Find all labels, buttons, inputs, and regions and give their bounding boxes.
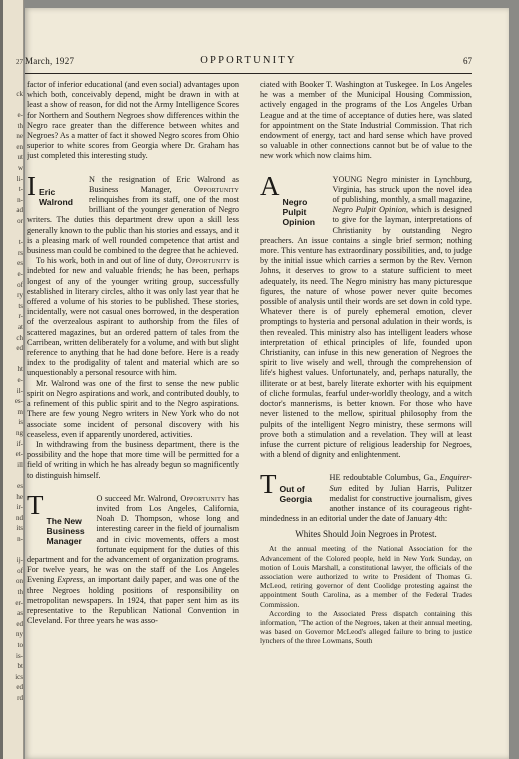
previous-page-fragment: e- xyxy=(17,376,23,384)
previous-page-fragment: ill xyxy=(17,460,23,469)
quote-title: Whites Should Join Negroes in Protest. xyxy=(295,529,437,540)
previous-page-fragment: ics xyxy=(15,672,23,681)
previous-page-fragment: ir- xyxy=(16,503,23,512)
previous-page-fragment: w xyxy=(17,164,23,172)
previous-page-fragment: its xyxy=(16,524,23,533)
section-heading: Eric Walrond xyxy=(39,186,74,207)
previous-page-fragment: is xyxy=(18,418,23,427)
previous-page-fragment: ne xyxy=(16,132,23,141)
georgia-paragraph: T Out of Georgia HE redoubtable Columbus, Ga., Enquirer-Sun edited by Julian Harris, Pulitzer medalist for constructive journalism, gives another instance of its courageous right-mindedness in an editorial under the date of January 4th: xyxy=(260,469,472,524)
section-heading: The New Business Manager xyxy=(46,515,85,546)
walrond-paragraph-2: To his work, both in and out of line of duty, Opportunity is indebted for new and valuable friends; he has been, perhaps longest of any of the younger writing group, successfully established in literary circles, altho it was only last year that he offered a volume of his stories to be published. These stories, incidentally, were not casual ones borrowed, in the desperation of the overzealous aspirant to authorship from the files of scattered magazines, but an ordered pattern of tales from the Carribean, written deliberately for a volume, and with but slight reference to anything that he had done before. Here is a ready index to the prodigality of talent and material which are so unquestionably a personal resource with him. xyxy=(27,256,239,378)
previous-page-fragment: ed xyxy=(16,619,23,628)
previous-page-fragment: to xyxy=(17,641,23,649)
previous-page-fragment: bt xyxy=(17,662,23,671)
previous-page-fragment: ng xyxy=(16,429,23,437)
previous-page-fragment: t- xyxy=(18,238,23,247)
previous-page-fragment: or xyxy=(17,217,23,225)
previous-page-fragment: er- xyxy=(15,598,23,607)
section-heading: Out of Georgia xyxy=(279,484,312,505)
previous-page-fragment: n- xyxy=(17,195,23,204)
previous-page-fragment: ut xyxy=(17,153,23,162)
previous-page-fragment: nd xyxy=(16,513,23,522)
walrond-paragraph-1: I Eric Walrond N the resignation of Eric Walrond as Business Manager, Opportunity relinquishes from its staff, one of the most brilliant of the younger generation of Negro writers. The duties this department drew upon a skill less generally known to the public than his stories and essays, and it is a pleasing mark of well rounded competence that artist and business man could be combined to the degree that he achieved. xyxy=(27,170,239,256)
previous-page-fragment: ed xyxy=(16,344,23,353)
previous-page-fragment: ch xyxy=(16,333,23,342)
quote-paragraph-2: According to the Associated Press dispatch containing this information, "The action of the Negroes, taken at their annual meeting, was based on Governor McLeod's alleged failure to bring to justice lynchers of the three Lowmans, South xyxy=(260,608,472,646)
previous-page-fragment: ed xyxy=(16,683,23,692)
previous-page-fragment: e- xyxy=(17,111,23,119)
previous-page-fragment: rs xyxy=(17,248,23,257)
previous-page-fragment: r- xyxy=(18,312,23,321)
drop-cap: T xyxy=(27,489,44,520)
running-header xyxy=(25,56,472,70)
left-column xyxy=(27,80,239,756)
previous-page-fragment: ts xyxy=(18,301,23,310)
previous-page-fragment: et- xyxy=(15,450,23,459)
previous-page-fragment: as xyxy=(17,609,23,618)
previous-page-fragment: es- xyxy=(14,397,23,406)
walrond-paragraph-3: Mr. Walrond was one of the first to sense the new public spirit on Negro aspirations and work, and contributed doubly, to a refinement of this public spirit and to the Negro aspirations. There are few young Negro writers in New York who do not associate some incident of personal discovery with his ceaseless, even if apparently unordered, activities. xyxy=(27,378,239,439)
issue-date: March, 1927 xyxy=(25,56,75,66)
drop-cap: I xyxy=(27,170,36,201)
right-column xyxy=(260,80,472,756)
previous-page-fragment: of xyxy=(17,566,23,575)
business-manager-section xyxy=(27,489,239,627)
drop-cap: A xyxy=(260,170,280,201)
previous-page-fragment: t- xyxy=(18,185,23,194)
previous-page-fragment: ij- xyxy=(16,556,23,565)
page-number: 67 xyxy=(463,56,472,66)
walrond-section xyxy=(27,170,239,481)
header-rule xyxy=(25,73,472,74)
previous-page-fragment: 27 xyxy=(16,58,23,66)
previous-page-fragment: at xyxy=(17,323,23,331)
previous-page-fragment: rd xyxy=(17,694,23,702)
previous-page-fragment: is- xyxy=(16,651,23,660)
pulpit-paragraph: A Negro Pulpit Opinion YOUNG Negro minister in Lynchburg, Virginia, has struck upon the novel idea of publishing, monthly, a small magazine, Negro Pulpit Opinion, which is designed to give for the layman, interpretations of Christianity by outstanding Negro preachers. An issue contains a single brief sermon; nothing more. This venture has extraordinary possibilities, and, to judge by the initial issue which carries a sermon by the Rev. Vernon Johns, it deserves to grow to a stature sufficient to meet adequately, its need. The Negro ministry has many picturesque figures, the nature of whose power never quite becomes possible of analysis until their words are set down in cold type. Whatever there is of purely ephemeral emotion, clever promptings to hysteria and personal adulation in their words, is then revealed. This ministry also has intelligent leaders whose interpretation of ethical principles of life, founded upon Christianity, can infuse in this new generation of Negroes the spirit to live wisely and well, through the comprehension of life's highest values. Unfortunately, and, perhaps naturally, the illiterate or at best, barely literate exhorter with his equipment of cliche formulas, fearful under-worldly theology, and a witch doctor's mannerisms, is better known. For those who have never listened to the mellow, spiritual philosophy from the pulpits of the intelligent Negro ministry, these sermons will prove both a stimulation and a revelation. They will at least infuse the current picture of religious leadership for Negroes, with a blend of dignity and enlightenment. xyxy=(260,170,472,460)
previous-page-edge xyxy=(3,0,24,759)
manager-paragraph: T The New Business Manager O succeed Mr. Walrond, Opportunity has invited from Los Angeles, California, Noah D. Thompson, whose long and interesting career in the field of journalism and in civic movements, offers a most fortunate equipment for the duties of this department and for the advancement of organization programs. For twelve years, he was on the staff of the Los Angeles Evening Express, an important daily paper, and was one of the three Negroes holding positions of responsibility on metropolitan newspapers. In 1924, that paper sent him as its representative to the Republican National Convention in Cleveland. For three years he was asso- xyxy=(27,489,239,626)
previous-page-fragment: th xyxy=(17,121,23,130)
previous-page-fragment: il- xyxy=(16,386,23,395)
magazine-title: OPPORTUNITY xyxy=(200,55,297,66)
previous-page-fragment: ny xyxy=(16,630,23,639)
previous-page-fragment: ck xyxy=(16,89,23,98)
previous-page-fragment: n- xyxy=(17,535,23,543)
drop-cap: T xyxy=(260,469,277,500)
continued-paragraph: ciated with Booker T. Washington at Tuskegee. In Los Angeles he was a member of the Municipal Housing Commission, actively engaged in the programs of the Los Angeles Urban League and at the time of acceptance of duties here, was slated for appointment on the State Industrial Commission. That rich endowment of energy, tact and hard sense which have proved so valuable in other connections cannot but be of value to the new work which now claims him. xyxy=(260,80,472,161)
walrond-paragraph-4: In withdrawing from the business department, there is the possibility and the hope that more time will be permitted for a field of writing in which he has already begun so magnificently to distinguish himself. xyxy=(27,439,239,480)
previous-page-fragment: if- xyxy=(16,439,23,448)
previous-page-fragment: ht xyxy=(17,365,23,374)
previous-page-fragment: th xyxy=(17,588,23,596)
pulpit-section xyxy=(260,170,472,461)
quote-paragraph-1: At the annual meeting of the National Association for the Advancement of the Colored people, held in New York Sunday, on motion of Louis Marshall, a constitutional lawyer, the officials of the association were authorized to write to President of Thomas G. McLeod, retiring governor of dent Coolidge protesting against the appointment South Carolina, as a member of the Federal Trades Commission. xyxy=(260,544,472,609)
previous-page-fragment: es xyxy=(17,482,23,490)
previous-page-fragment: m xyxy=(17,407,23,416)
previous-page-fragment: en xyxy=(16,142,23,151)
previous-page-fragment: he xyxy=(16,492,23,501)
previous-page-fragment: ad xyxy=(16,206,23,215)
intro-paragraph: factor of inferior educational (and even social) advantages upon which both, conceivably depend, might be drawn in with at least a show of reason, for did not the Army Intelligence Scores for Northern and Southern Negroes show differences within the Negro race greater than the difference between whites and Negroes? As a matter of fact it showed Negro scores from Ohio superior to white scores from Georgia where Dr. Graham has just completed this interesting study. xyxy=(27,80,239,161)
previous-page-fragment: li- xyxy=(16,174,23,183)
previous-page-fragment: ry xyxy=(17,291,23,300)
previous-page-fragment: of xyxy=(17,280,23,289)
previous-page-fragment: e- xyxy=(17,270,23,278)
previous-page-fragment: on xyxy=(16,577,23,586)
previous-page-fragment: es xyxy=(17,259,23,268)
georgia-section xyxy=(260,469,472,646)
section-heading: Negro Pulpit Opinion xyxy=(282,196,315,227)
